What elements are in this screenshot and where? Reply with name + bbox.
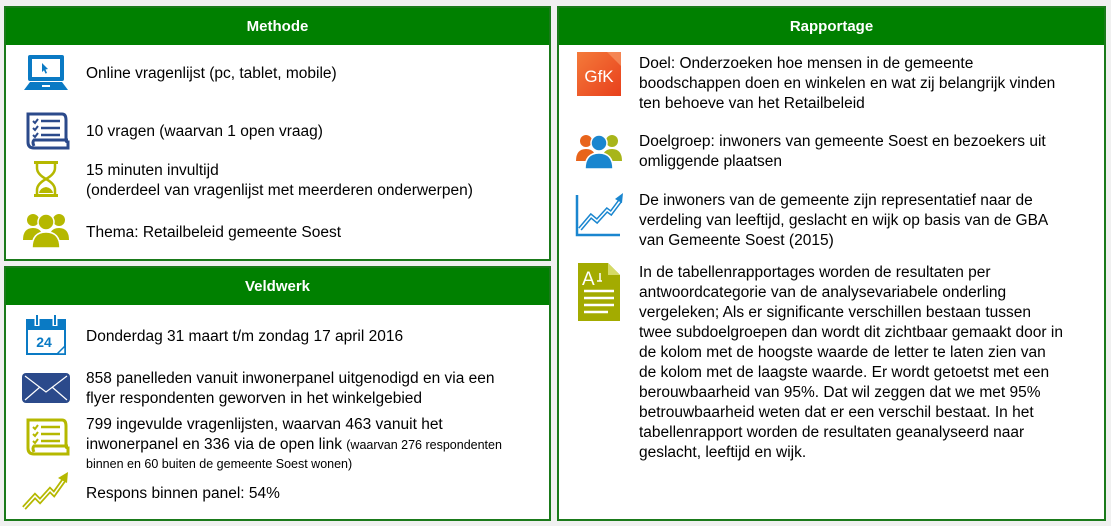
rapportage-header: Rapportage [559, 8, 1104, 45]
methode-item-text: 15 minuten invultijd [86, 162, 219, 179]
envelope-icon [20, 372, 72, 404]
rapportage-item-text: twee subdoelgroepen dan wordt dit zichtbaar gemaakt door in [639, 324, 1063, 341]
rapportage-item-tabellen [573, 263, 1096, 463]
veldwerk-item-text: 858 panelleden vanuit inwonerpanel uitgenodigd en via een [86, 370, 495, 387]
veldwerk-header: Veldwerk [6, 268, 549, 305]
veldwerk-item-note: binnen en 60 buiten de gemeente Soest wonen) [86, 457, 353, 471]
veldwerk-item-text: 799 ingevulde vragenlijsten, waarvan 463 vanuit het [86, 416, 443, 433]
rapportage-item-text: betrouwbaarheid weten dat er een verschil bestaat. In het [639, 404, 1034, 421]
line-chart-icon [573, 191, 625, 237]
rapportage-item-representatief [573, 191, 1096, 251]
people-group-color-icon [573, 132, 625, 170]
svg-text:24: 24 [36, 334, 52, 350]
rapportage-item-text: verdeling van leeftijd, geslacht en wijk op basis van de GBA [639, 212, 1049, 229]
rapportage-item-text: Doel: Onderzoeken hoe mensen in de gemeente [639, 55, 974, 72]
checklist-scroll-icon [20, 112, 72, 150]
veldwerk-item-text: inwonerpanel en 336 via de open link [86, 436, 342, 453]
hourglass-icon [20, 160, 72, 198]
rapportage-panel [557, 6, 1106, 521]
rapportage-item-text: boodschappen doen en winkelen en wat zij belangrijk vinden [639, 75, 1056, 92]
methode-header: Methode [6, 8, 549, 45]
trend-up-icon [20, 470, 72, 510]
veldwerk-item-respons [20, 470, 541, 510]
gfk-logo-icon [573, 52, 625, 96]
rapportage-item-text: vergeleken; Als er significante verschillen bestaan tussen [639, 304, 1032, 321]
rapportage-item-text: antwoordcategorie van de analysevariabele onderling [639, 284, 1007, 301]
methode-item-text: Online vragenlijst (pc, tablet, mobile) [86, 65, 337, 82]
methode-panel [4, 6, 551, 261]
veldwerk-item-text: Donderdag 31 maart t/m zondag 17 april 2016 [86, 328, 404, 345]
veldwerk-item-text: Respons binnen panel: 54% [86, 485, 280, 502]
rapportage-item-text: Doelgroep: inwoners van gemeente Soest en bezoekers uit [639, 133, 1046, 150]
rapportage-item-text: In de tabellenrapportages worden de resultaten per [639, 264, 991, 281]
rapportage-item-doelgroep [573, 132, 1096, 172]
rapportage-item-text: De inwoners van de gemeente zijn representatief naar de [639, 192, 1033, 209]
laptop-icon [20, 54, 72, 92]
methode-item-online [20, 54, 541, 92]
rapportage-item-doel [573, 52, 1096, 114]
veldwerk-item-note: (waarvan 276 respondenten [346, 438, 502, 452]
methode-item-text: (onderdeel van vragenlijst met meerderen onderwerpen) [86, 182, 473, 199]
methode-item-vragen [20, 112, 541, 150]
rapportage-item-text: van Gemeente Soest (2015) [639, 232, 834, 249]
rapportage-item-text: tabellenrapport worden de resultaten geanalyseerd naar [639, 424, 1025, 441]
rapportage-item-text: berouwbaarheid van 95%. Dat wil zeggen dat we met 95% [639, 384, 1041, 401]
methode-item-text: Thema: Retailbeleid gemeente Soest [86, 224, 342, 241]
veldwerk-item-ingevuld [20, 418, 541, 473]
veldwerk-item-uitnodiging [20, 372, 541, 409]
people-group-icon [20, 212, 72, 248]
rapportage-item-text: ten behoeve van het Retailbeleid [639, 95, 865, 112]
veldwerk-item-text: flyer respondenten geworven in het winkelgebied [86, 390, 423, 407]
calendar-icon [20, 314, 72, 356]
checklist-scroll-icon [20, 418, 72, 456]
rapportage-item-text: omliggende plaatsen [639, 153, 783, 170]
document-icon [573, 263, 625, 321]
svg-text:GfK: GfK [584, 67, 614, 86]
rapportage-item-text: de kolom met de laagste waarde. Er wordt getoetst met een [639, 364, 1050, 381]
rapportage-item-text: de kolom met de hoogste waarde de letter te laten zien van [639, 344, 1046, 361]
svg-text:A: A [582, 269, 595, 290]
methode-item-invultijd [20, 160, 541, 201]
veldwerk-panel [4, 266, 551, 521]
rapportage-item-text: geslacht, leeftijd en wijk. [639, 444, 807, 461]
veldwerk-item-periode [20, 314, 541, 356]
methode-item-thema [20, 212, 541, 248]
methode-item-text: 10 vragen (waarvan 1 open vraag) [86, 123, 323, 140]
